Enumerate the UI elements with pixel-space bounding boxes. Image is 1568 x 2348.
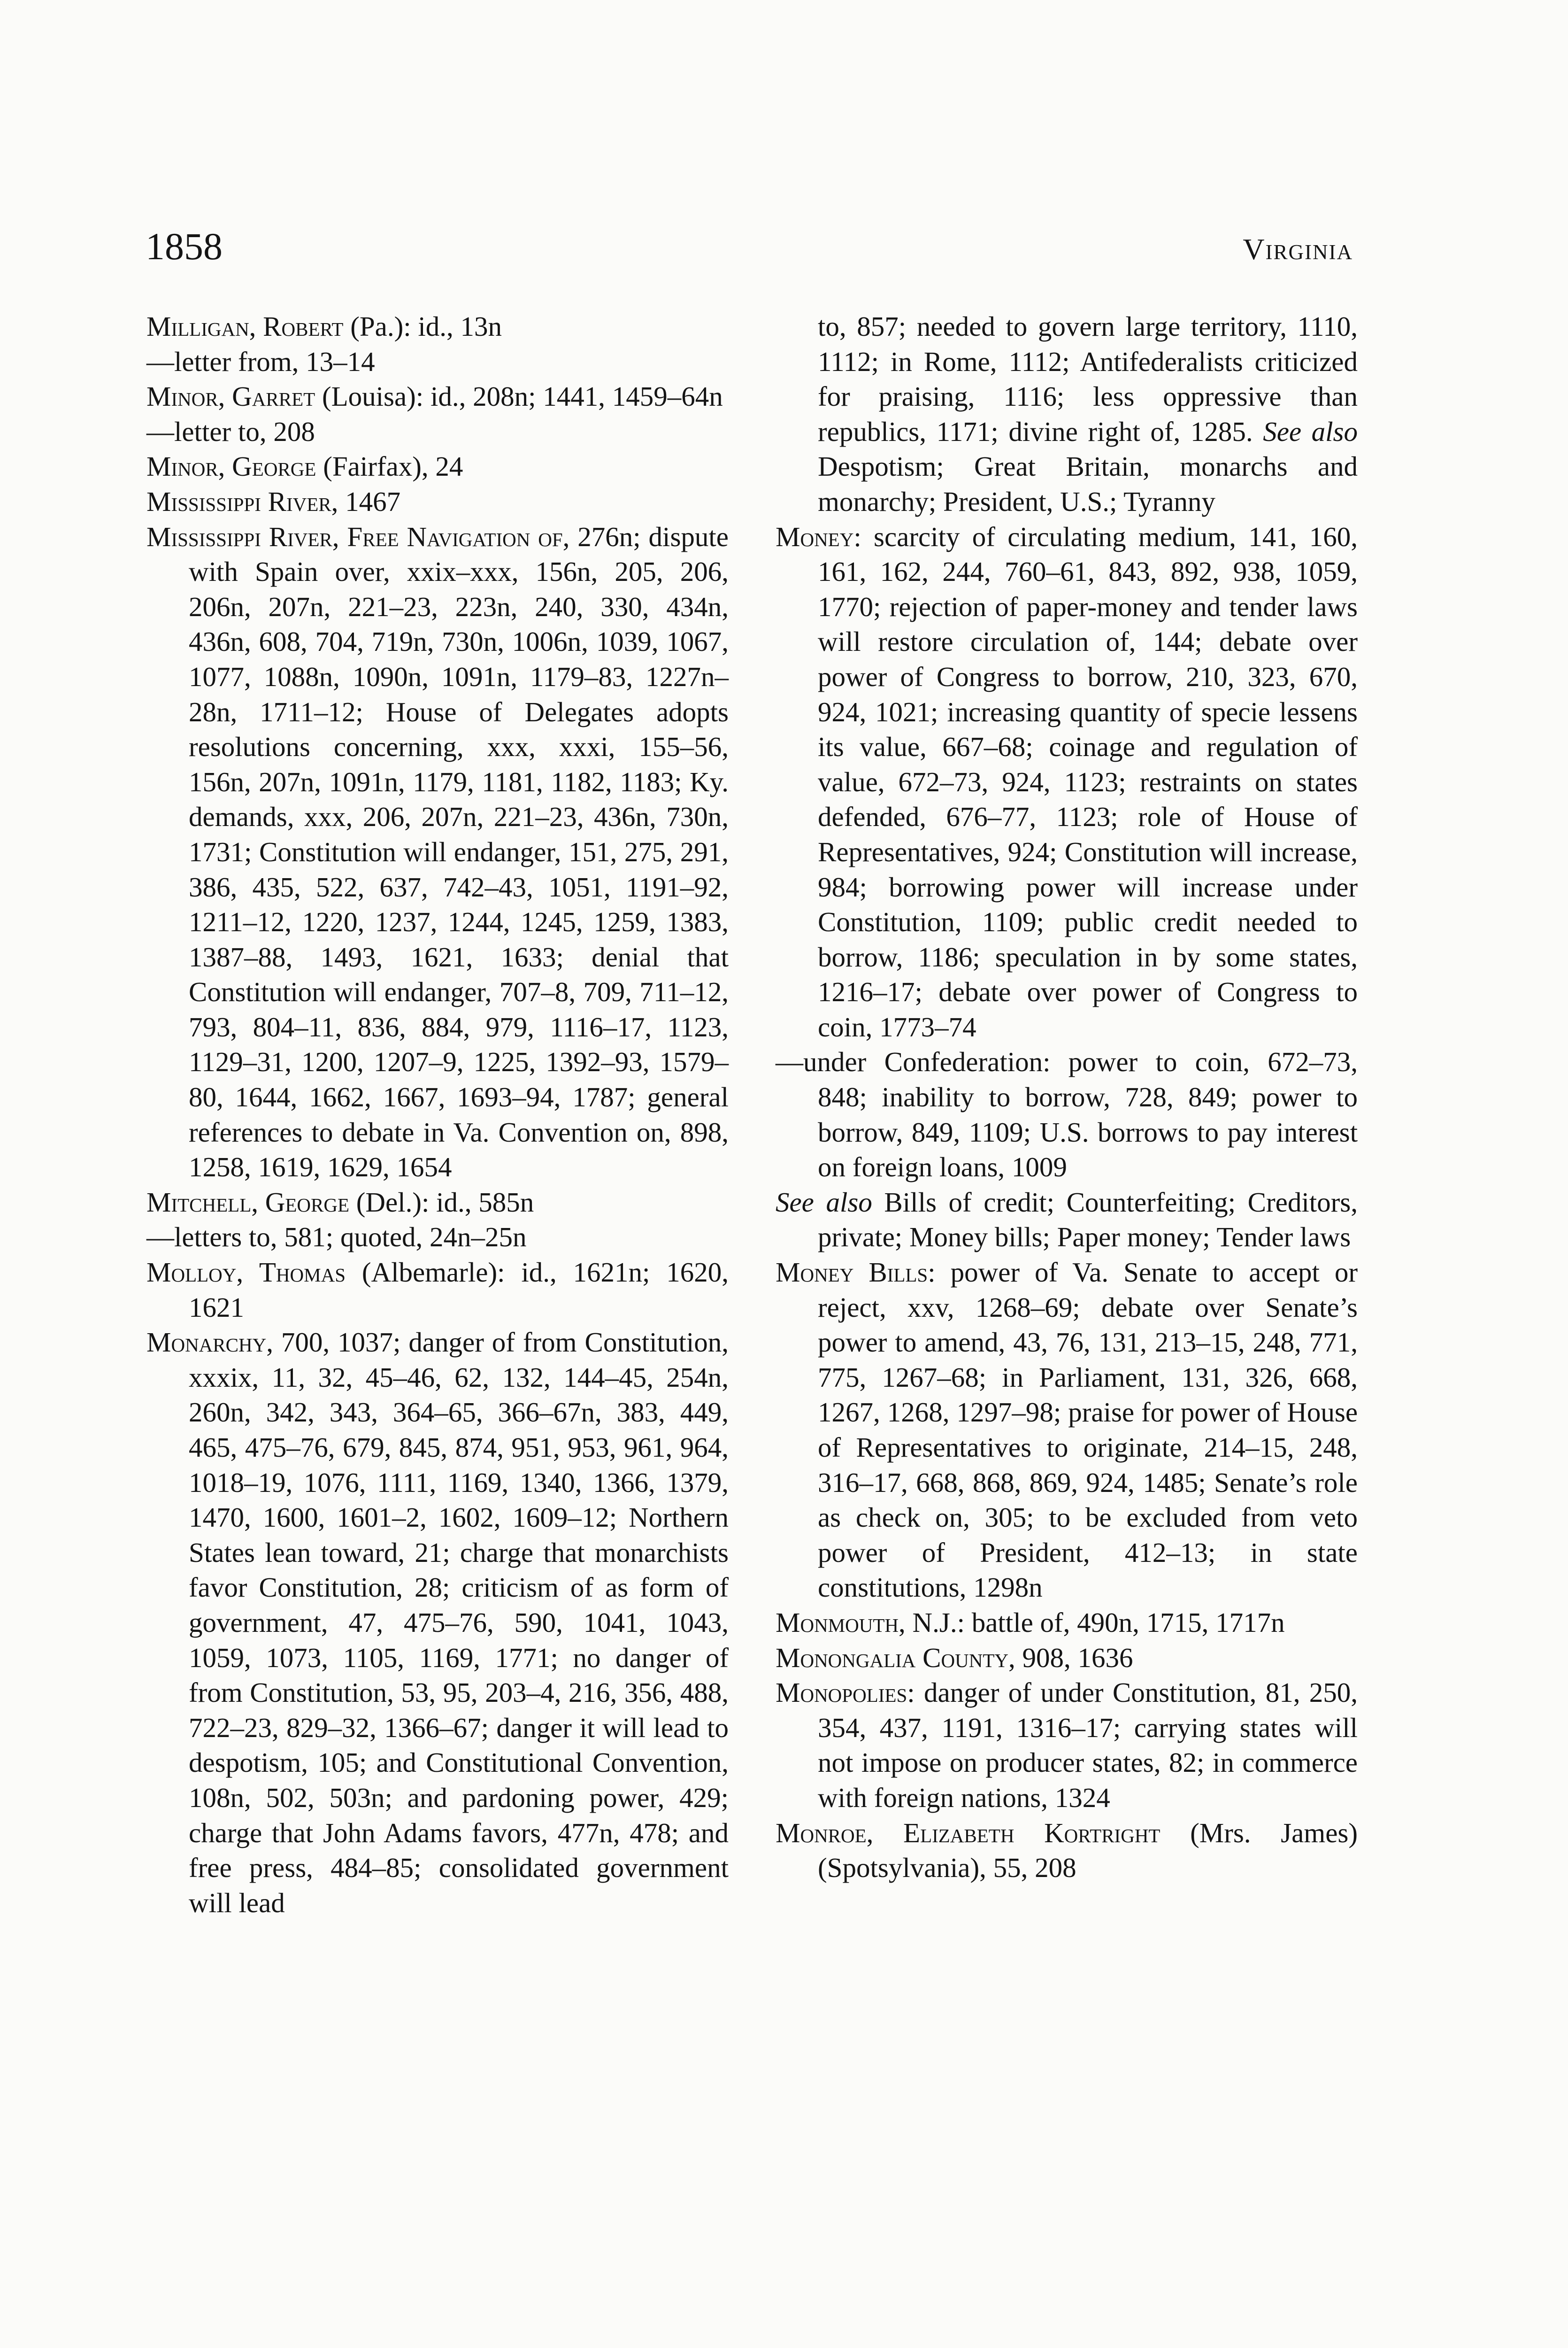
- entry-heading: Money: [776, 521, 854, 552]
- entry-text: (Fairfax), 24: [316, 451, 463, 482]
- entry-heading: Monongalia County: [776, 1642, 1009, 1673]
- index-entry: [776, 1255, 1358, 1605]
- index-entry: [146, 1185, 729, 1220]
- entry-text: , 276n; dispute with Spain over, xxix–xxx, 156n, 205, 206, 206n, 207n, 221–23, 223n, 240, 330, 434n, 436n, 608, 704, 719n, 730n, 1006n, 1039, 1067, 1077, 1088n, 1090n, 1091n, 1179–83, 1227n–28n, 1711–12; House of Delegates adopts resolutions concerning, xxx, xxxi, 155–56, 156n, 207n, 1091n, 1179, 1181, 1182, 1183; Ky. demands, xxx, 206, 207n, 221–23, 436n, 730n, 1731; Constitution will endanger, 151, 275, 291, 386, 435, 522, 637, 742–43, 1051, 1191–92, 1211–12, 1220, 1237, 1244, 1245, 1259, 1383, 1387–88, 1493, 1621, 1633; denial that Constitution will endanger, 707–8, 709, 711–12, 793, 804–11, 836, 884, 979, 1116–17, 1123, 1129–31, 1200, 1207–9, 1225, 1392–93, 1579–80, 1644, 1662, 1667, 1693–94, 1787; general references to debate in Va. Convention on, 898, 1258, 1619, 1629, 1654: [189, 521, 729, 1183]
- index-entry: [146, 484, 729, 519]
- entry-text: : danger of under Constitution, 81, 250, 354, 437, 1191, 1316–17; carrying states will not impose on producer states, 82; in commerce with foreign nations, 1324: [818, 1677, 1358, 1813]
- entry-text: Despotism; Great Britain, monarchs and monarchy; President, U.S.; Tyranny: [818, 451, 1358, 517]
- entry-heading: Milligan, Robert: [146, 311, 344, 342]
- entry-text: : power of Va. Senate to accept or reject, xxv, 1268–69; debate over Senate’s power to amend, 43, 76, 131, 213–15, 248, 771, 775, 1267–68; in Parliament, 131, 326, 668, 1267, 1268, 1297–98; praise for power of House of Representatives to originate, 214–15, 248, 316–17, 668, 868, 869, 924, 1485; Senate’s role as check on, 305; to be excluded from veto power of President, 412–13; in state constitutions, 1298n: [818, 1257, 1358, 1603]
- entry-heading: Monarchy: [146, 1327, 267, 1358]
- entry-text: (Pa.): id., 13n: [343, 311, 502, 342]
- entry-text: —letter to, 208: [146, 416, 315, 447]
- see-also-label: See also: [776, 1186, 872, 1218]
- index-column-left: [146, 309, 729, 1920]
- entry-text: —letter from, 13–14: [146, 346, 375, 377]
- entry-heading: Money Bills: [776, 1257, 928, 1288]
- entry-heading: Mississippi River, Free Navigation of: [146, 521, 563, 552]
- index-entry: [146, 449, 729, 484]
- entry-heading: Monmouth: [776, 1607, 899, 1638]
- index-entry-continuation: [776, 309, 1358, 519]
- index-entry: [776, 519, 1358, 1045]
- index-subentry: [776, 1044, 1358, 1184]
- entry-text: to, 857; needed to govern large territory, 1110, 1112; in Rome, 1112; Antifederalists criticized for praising, 1116; less oppressive than republics, 1171; divine right of, 1285.: [818, 311, 1358, 447]
- entry-text: , 700, 1037; danger of from Constitution, xxxix, 11, 32, 45–46, 62, 132, 144–45, 254n, 260n, 342, 343, 364–65, 366–67n, 383, 449, 465, 475–76, 679, 845, 874, 951, 953, 961, 964, 1018–19, 1076, 1111, 1169, 1340, 1366, 1379, 1470, 1600, 1601–2, 1602, 1609–12; Northern States lean toward, 21; charge that monarchists favor Constitution, 28; criticism of as form of government, 47, 475–76, 590, 1041, 1043, 1059, 1073, 1105, 1169, 1771; no danger of from Constitution, 53, 95, 203–4, 216, 356, 488, 722–23, 829–32, 1366–67; danger it will lead to despotism, 105; and Constitutional Convention, 108n, 502, 503n; and pardoning power, 429; charge that John Adams favors, 477n, 478; and free press, 484–85; consolidated government will lead: [189, 1327, 729, 1918]
- index-subentry: [146, 414, 729, 449]
- entry-text: : scarcity of circulating medium, 141, 160, 161, 162, 244, 760–61, 843, 892, 938, 1059, 1770; rejection of paper-money and tender laws will restore circulation of, 144; debate over power of Congress to borrow, 210, 323, 670, 924, 1021; increasing quantity of specie lessens its value, 667–68; coinage and regulation of value, 672–73, 924, 1123; restraints on states defended, 676–77, 1123; role of House of Representatives, 924; Constitution will increase, 984; borrowing power will increase under Constitution, 1109; public credit needed to borrow, 1186; speculation in by some states, 1216–17; debate over power of Congress to coin, 1773–74: [818, 521, 1358, 1043]
- entry-text: —letters to, 581; quoted, 24n–25n: [146, 1221, 527, 1253]
- entry-text: (Mrs. James) (Spotsylvania), 55, 208: [818, 1817, 1358, 1884]
- index-subentry: [146, 1220, 729, 1255]
- index-column-right: [776, 309, 1358, 1885]
- entry-text: , N.J.: battle of, 490n, 1715, 1717n: [899, 1607, 1285, 1638]
- index-entry: [776, 1640, 1358, 1676]
- entry-text: , 1467: [331, 486, 401, 517]
- entry-text: (Del.): id., 585n: [349, 1186, 534, 1218]
- index-entry: [146, 379, 729, 414]
- entry-text: (Albemarle): id., 1621n; 1620, 1621: [189, 1257, 729, 1323]
- index-entry: [776, 1185, 1358, 1255]
- index-entry: [146, 1325, 729, 1920]
- entry-heading: Mississippi River: [146, 486, 331, 517]
- running-head: [146, 224, 1353, 269]
- entry-heading: Monroe, Elizabeth Kortright: [776, 1817, 1161, 1848]
- entry-heading: Mitchell, George: [146, 1186, 350, 1218]
- entry-heading: Monopolies: [776, 1677, 907, 1708]
- index-entry: [146, 1255, 729, 1325]
- entry-text: , 908, 1636: [1008, 1642, 1133, 1673]
- index-entry: [776, 1815, 1358, 1885]
- entry-heading: Minor, George: [146, 451, 316, 482]
- entry-heading: Minor, Garret: [146, 381, 315, 412]
- section-title: Virginia: [1243, 232, 1353, 266]
- index-entry: [146, 309, 729, 344]
- entry-text: Bills of credit; Counterfeiting; Creditors, private; Money bills; Paper money; Tender laws: [818, 1186, 1358, 1253]
- entry-text: —under Confederation: power to coin, 672–73, 848; inability to borrow, 728, 849; power to borrow, 849, 1109; U.S. borrows to pay interest on foreign loans, 1009: [776, 1046, 1358, 1183]
- index-subentry: [146, 344, 729, 379]
- index-entry: [776, 1675, 1358, 1815]
- page-number: 1858: [146, 225, 223, 268]
- entry-heading: Molloy, Thomas: [146, 1257, 346, 1288]
- index-entry: [776, 1605, 1358, 1640]
- index-entry: [146, 519, 729, 1185]
- see-also-label: See also: [1263, 416, 1358, 447]
- entry-text: (Louisa): id., 208n; 1441, 1459–64n: [315, 381, 723, 412]
